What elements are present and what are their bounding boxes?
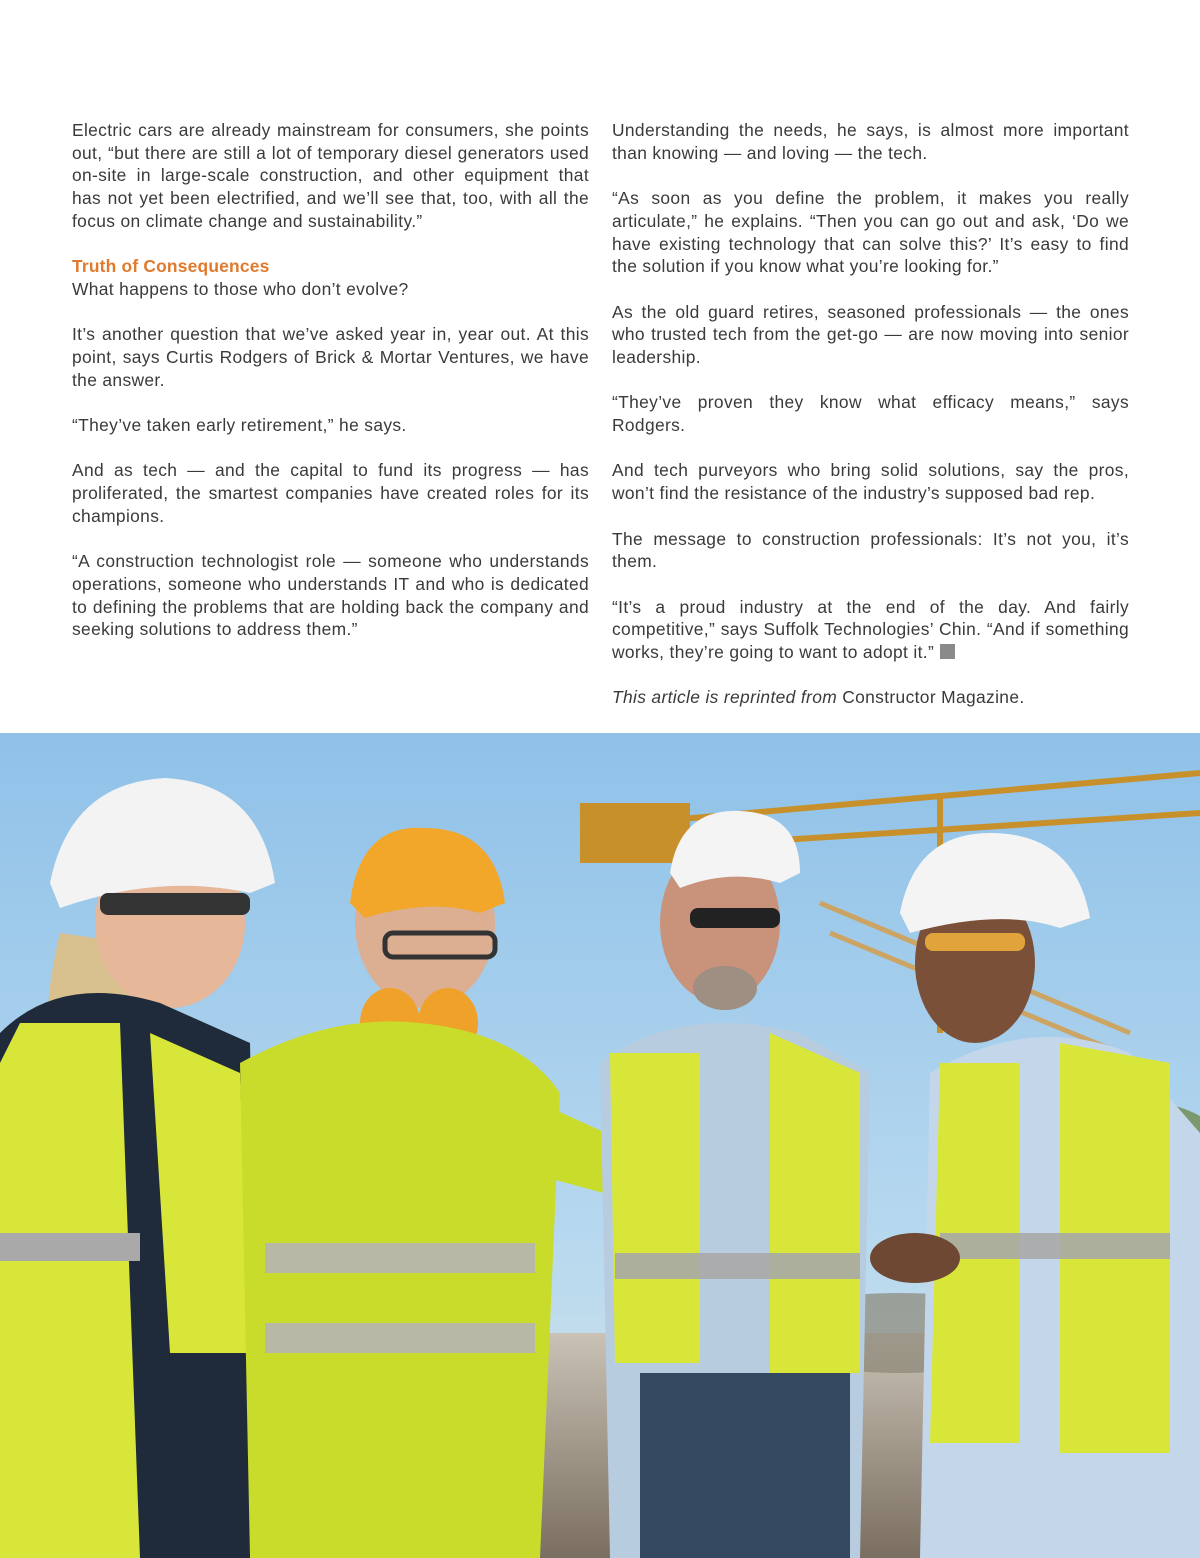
crane-icon bbox=[580, 803, 690, 863]
right-column bbox=[612, 119, 1129, 709]
body-paragraph: It’s another question that we’ve asked year in, year out. At this point, says Curtis Rodgers of Brick & Mortar Ventures, we have the answer. bbox=[72, 324, 589, 390]
left-column bbox=[72, 119, 589, 641]
body-paragraph: As the old guard retires, seasoned professionals — the ones who trusted tech from the get-go — are now moving into senior leadership. bbox=[612, 301, 1129, 367]
section-subhead: Truth of Consequences bbox=[72, 256, 270, 277]
body-paragraph: “As soon as you define the problem, it makes you really articulate,” he explains. “Then you can go out and ask, ‘Do we have existing technology that can solve this?’ It’s easy to find the solution if you know what you’re looking for.” bbox=[612, 188, 1129, 277]
construction-workers-photo bbox=[0, 733, 1200, 1558]
end-mark-icon bbox=[940, 644, 955, 659]
closing-quote-paragraph bbox=[612, 596, 1129, 664]
credit-italic: This article is reprinted from bbox=[612, 687, 838, 708]
credit-source: Constructor Magazine. bbox=[842, 687, 1025, 708]
article-credit bbox=[612, 686, 1129, 709]
body-paragraph: And as tech — and the capital to fund its progress — has proliferated, the smartest companies have created roles for its champions. bbox=[72, 460, 589, 526]
closing-quote-text: “It’s a proud industry at the end of the day. And fairly competitive,” says Suffolk Technologies’ Chin. “And if something works, they’re going to want to adopt it.” bbox=[612, 596, 1129, 663]
body-paragraph: “They’ve proven they know what efficacy means,” says Rodgers. bbox=[612, 392, 1129, 436]
body-paragraph: Electric cars are already mainstream for consumers, she points out, “but there are still a lot of temporary diesel generators used on-site in large-scale construction, and other equipment that has not yet been electrified, and we’ll see that, too, with all the focus on climate change and sustainability.” bbox=[72, 120, 589, 231]
body-paragraph: What happens to those who don’t evolve? bbox=[72, 278, 409, 299]
body-paragraph: Understanding the needs, he says, is almost more important than knowing — and loving — the tech. bbox=[612, 120, 1129, 163]
body-paragraph: The message to construction professionals: It’s not you, it’s them. bbox=[612, 528, 1129, 572]
body-paragraph: And tech purveyors who bring solid solutions, say the pros, won’t find the resistance of the industry’s supposed bad rep. bbox=[612, 460, 1129, 504]
body-paragraph: “A construction technologist role — someone who understands operations, someone who understands IT and who is dedicated to defining the problems that are holding back the company and seeking solutions to address them.” bbox=[72, 551, 589, 640]
body-paragraph: “They’ve taken early retirement,” he says. bbox=[72, 415, 407, 436]
